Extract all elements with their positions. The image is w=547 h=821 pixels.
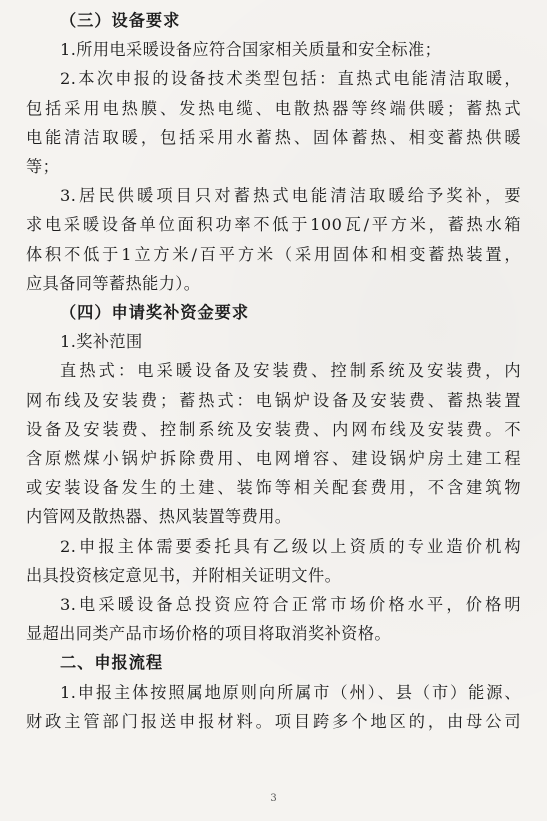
page-number: 3 [270,793,277,804]
paragraph-line: 或安装设备发生的土建、装饰等相关配套费用，不含建筑物 [26,478,521,498]
paragraph-line: 设备及安装费、控制系统及安装费、内网布线及安装费。不 [26,419,521,439]
paragraph-line: 1.奖补范围 [60,332,143,352]
paragraph-line: 内管网及散热器、热风装置等费用。 [26,507,292,527]
paragraph-line: 电能清洁取暖，包括采用水蓄热、固体蓄热、相变蓄热供暖 [26,127,521,147]
paragraph-line: 体积不低于1立方米/百平方米（采用固体和相变蓄热装置， [26,244,521,264]
paragraph-line: 1.所用电采暖设备应符合国家相关质量和安全标准； [60,40,442,60]
paragraph-line: 3.电采暖设备总投资应符合正常市场价格水平，价格明 [60,595,521,615]
section-heading-equipment: （三）设备要求 [60,11,181,30]
paragraph-line: 包括采用电热膜、发热电缆、电散热器等终端供暖；蓄热式 [26,98,521,118]
paragraph-line: 直热式：电采暖设备及安装费、控制系统及安装费，内 [60,361,521,381]
paragraph-line: 1.申报主体按照属地原则向所属市（州）、县（市）能源、 [60,682,521,702]
section-heading-subsidy: （四）申请奖补资金要求 [60,303,250,323]
paragraph-line: 含原燃煤小锅炉拆除费用、电网增容、建设锅炉房土建工程 [26,449,521,469]
paragraph-line: 2.申报主体需要委托具有乙级以上资质的专业造价机构 [60,536,521,556]
paragraph-line: 等； [26,157,60,177]
paragraph-line: 2.本次申报的设备技术类型包括：直热式电能清洁取暖， [60,69,521,89]
paragraph-line: 求电采暖设备单位面积功率不低于100瓦/平方米，蓄热水箱 [26,215,521,235]
paragraph-line: 网布线及安装费；蓄热式：电锅炉设备及安装费、蓄热装置 [26,390,521,410]
paragraph-line: 3.居民供暖项目只对蓄热式电能清洁取暖给予奖补，要 [60,186,521,206]
paragraph-line: 财政主管部门报送申报材料。项目跨多个地区的，由母公司 [26,711,521,731]
paragraph-line: 显超出同类产品市场价格的项目将取消奖补资格。 [26,624,391,644]
paragraph-line: 出具投资核定意见书，并附相关证明文件。 [26,565,342,585]
section-heading-process: 二、申报流程 [60,653,164,673]
paragraph-line: 应具备同等蓄热能力）。 [26,273,201,293]
